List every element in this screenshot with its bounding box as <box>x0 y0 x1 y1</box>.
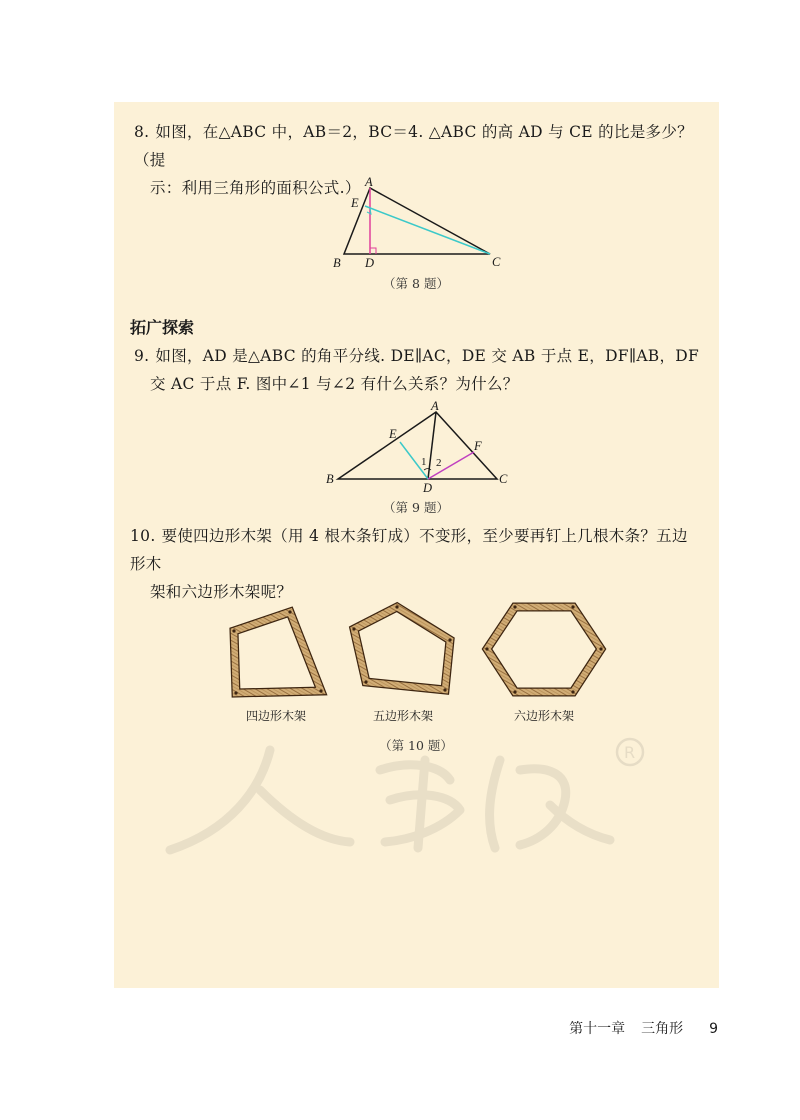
page-number: 9 <box>709 1021 718 1037</box>
frame-label-pentagon: 五边形木架 <box>372 709 433 723</box>
problem-9-text-2: 交 AC 于点 F. 图中∠1 与∠2 有什么关系？为什么？ <box>150 375 519 393</box>
label-9-b: B <box>326 472 334 486</box>
problem-10-number: 10. <box>130 527 156 545</box>
footer-title: 三角形 <box>641 1021 684 1037</box>
label-8-d: D <box>365 256 375 270</box>
label-9-e: E <box>389 427 397 441</box>
frame-label-quadrilateral: 四边形木架 <box>245 709 306 723</box>
publisher-calligraphy-watermark-icon <box>150 730 650 870</box>
label-9-f: F <box>474 439 482 453</box>
label-9-a: A <box>431 399 439 413</box>
label-angle-1: 1 <box>421 456 427 468</box>
problem-9-number: 9. <box>134 347 150 365</box>
problem-8-text-2: 示：利用三角形的面积公式.） <box>150 179 361 197</box>
label-8-e: E <box>351 196 359 210</box>
hexagon-frame-icon <box>485 605 602 693</box>
figure-9-caption: （第 9 题） <box>383 500 449 515</box>
label-8-a: A <box>365 175 373 189</box>
page-footer <box>569 1018 718 1038</box>
problem-10-text-2: 架和六边形木架呢？ <box>150 583 293 601</box>
problem-8-text-1: 如图，在△ABC 中，AB＝2，BC＝4. △ABC 的高 AD 与 CE 的比是多少？（提 <box>134 123 693 169</box>
problem-8-number: 8. <box>134 123 150 141</box>
footer-chapter: 第十一章 <box>569 1021 626 1037</box>
label-angle-2: 2 <box>436 457 442 469</box>
problem-10-text-1: 要使四边形木架（用 4 根木条钉成）不变形，至少要再钉上几根木条？五边形木 <box>130 527 688 573</box>
registered-mark-icon <box>617 739 643 765</box>
label-8-c: C <box>492 255 501 269</box>
svg-text:R: R <box>624 743 636 762</box>
label-8-b: B <box>333 256 341 270</box>
figure-10-caption: （第 10 题） <box>379 738 453 753</box>
figure-8-caption: （第 8 题） <box>383 276 449 291</box>
label-9-d: D <box>423 481 433 495</box>
section-title: 拓广探索 <box>130 318 195 337</box>
frame-label-hexagon: 六边形木架 <box>513 709 574 723</box>
quadrilateral-frame-icon <box>232 610 322 694</box>
problem-9-text-1: 如图，AD 是△ABC 的角平分线. DE∥AC，DE 交 AB 于点 E，DF∥AB，DF <box>155 347 700 365</box>
label-9-c: C <box>499 472 508 486</box>
pentagon-frame-icon <box>352 605 451 691</box>
